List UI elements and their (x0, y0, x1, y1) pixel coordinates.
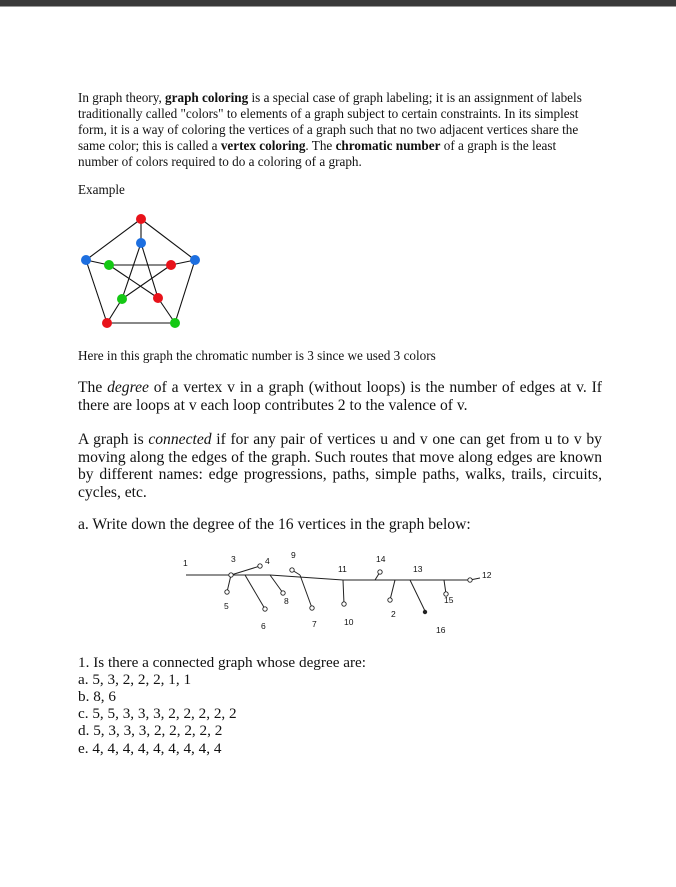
question-option-a: a. 5, 3, 2, 2, 2, 1, 1 (78, 671, 192, 688)
vertex-label: 12 (482, 570, 492, 580)
vertex-label: 8 (284, 596, 289, 606)
graph-vertex (153, 293, 163, 303)
graph-vertex (81, 255, 91, 265)
petersen-graph (76, 208, 208, 334)
graph-vertex (102, 318, 112, 328)
vertex-label: 7 (312, 619, 317, 629)
vertex-label: 4 (265, 556, 270, 566)
graph-vertex (117, 294, 127, 304)
vertex-label: 10 (344, 617, 354, 627)
vertex-label: 3 (231, 554, 236, 564)
connected-paragraph: A graph is connected if for any pair of vertices u and v one can get from u to v by moving along the edges of the graph. Such routes that move along edges are known by different names: edge progressions, paths, simple paths, walks, trails, circuits, cycles, etc. (78, 431, 602, 501)
tree-graph (176, 548, 502, 638)
graph-vertex (190, 255, 200, 265)
question-option-c: c. 5, 5, 3, 3, 3, 2, 2, 2, 2, 2 (78, 705, 237, 722)
example-caption: Here in this graph the chromatic number is 3 since we used 3 colors (78, 348, 436, 363)
vertex-label: 9 (291, 550, 296, 560)
vertex-label: 13 (413, 564, 423, 574)
vertex-label: 1 (183, 558, 188, 568)
vertex-label: 16 (436, 625, 446, 635)
vertex-label: 5 (224, 601, 229, 611)
question-option-b: b. 8, 6 (78, 688, 116, 705)
graph-vertex (136, 238, 146, 248)
question-title: 1. Is there a connected graph whose degree are: (78, 654, 366, 671)
graph-vertex (166, 260, 176, 270)
vertex-label: 14 (376, 554, 386, 564)
question-option-e: e. 4, 4, 4, 4, 4, 4, 4, 4, 4 (78, 740, 222, 757)
viewer-top-bar-border (0, 6, 676, 7)
example-label: Example (78, 182, 125, 197)
degree-paragraph: The degree of a vertex v in a graph (without loops) is the number of edges at v. If there are loops at v each loop contributes 2 to the valence of v. (78, 379, 602, 414)
vertex-label: 2 (391, 609, 396, 619)
intro-paragraph: In graph theory, graph coloring is a special case of graph labeling; it is an assignment of labels traditionally called "colors" to elements of a graph subject to certain constraints. In its simplest form, it is a way of coloring the vertices of a graph such that no two adjacent vertices share the same color; this is called a vertex coloring. The chromatic number of a graph is the least number of colors required to do a coloring of a graph. (78, 90, 582, 169)
vertex-label: 15 (444, 595, 454, 605)
graph-vertex (170, 318, 180, 328)
vertex-label: 11 (338, 564, 347, 574)
question-option-d: d. 5, 3, 3, 3, 2, 2, 2, 2, 2 (78, 722, 223, 739)
graph-vertex (104, 260, 114, 270)
graph-vertex (136, 214, 146, 224)
vertex-label: 6 (261, 621, 266, 631)
task-a: a. Write down the degree of the 16 vertices in the graph below: (78, 516, 471, 533)
